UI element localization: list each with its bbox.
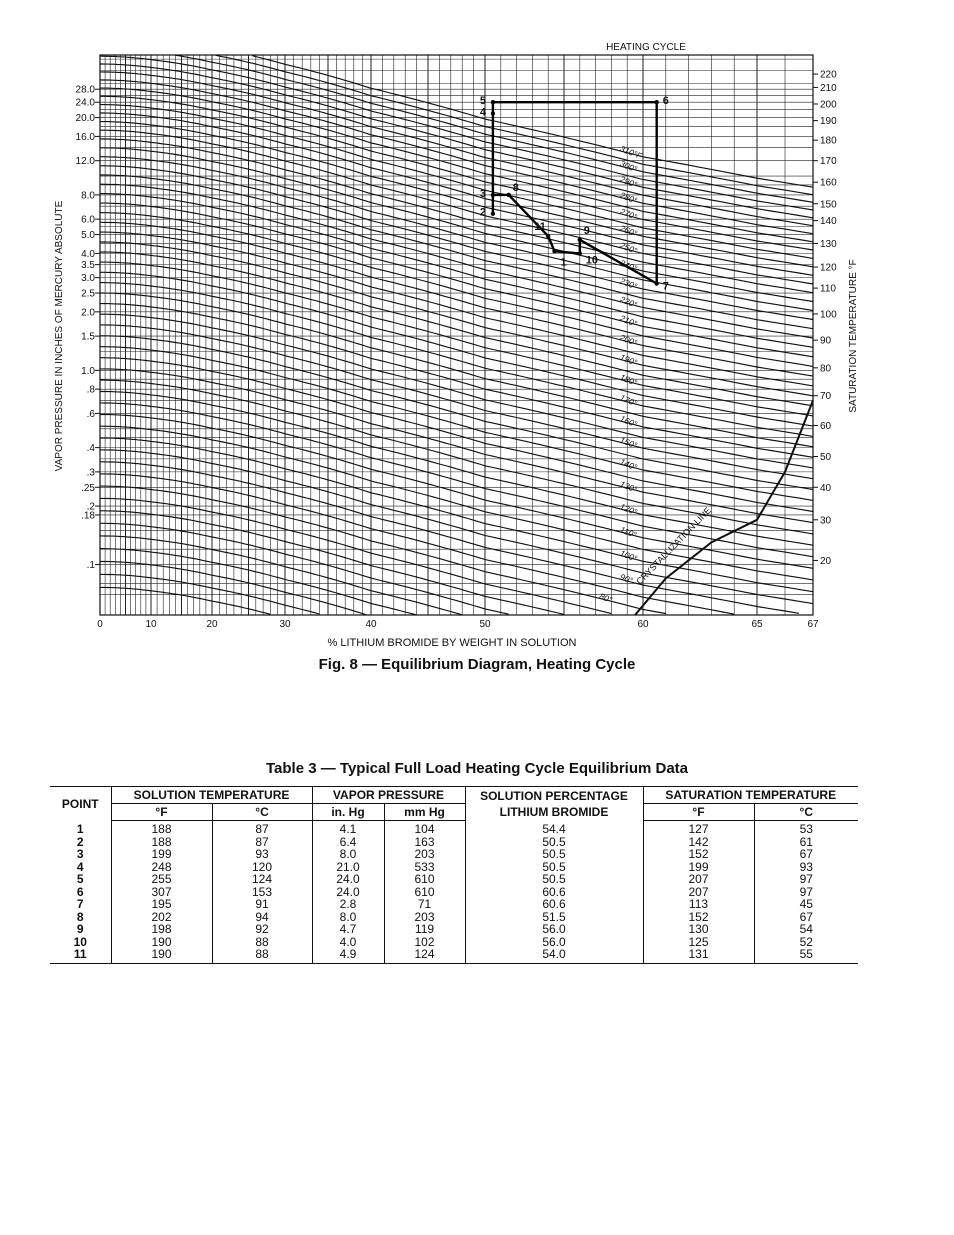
figure-caption: Fig. 8 — Equilibrium Diagram, Heating Cycle [318, 656, 636, 673]
cell-solution-percent: 50.5 [465, 873, 643, 886]
y2-tick-label: 60 [820, 421, 832, 432]
cell-sol-temp-f: 248 [111, 861, 212, 874]
isotherm-label: 100° [618, 547, 639, 564]
x-tick-label: 40 [365, 619, 377, 630]
header-pressure-mm-hg: mm Hg [384, 804, 465, 821]
cell-sol-temp-c: 120 [212, 861, 312, 874]
y2-tick-label: 130 [820, 238, 837, 250]
cycle-point-label: 5 [479, 95, 487, 108]
isotherm-label: 130° [618, 478, 639, 495]
isotherm-label: 240° [618, 257, 639, 274]
cycle-point-marker [491, 212, 495, 216]
cycle-point-label: 8 [512, 181, 519, 194]
cell-sol-temp-f: 202 [111, 911, 212, 924]
cell-pressure-mm-hg: 203 [384, 911, 465, 924]
cell-sol-temp-c: 87 [212, 821, 312, 836]
y-tick-label: .1 [86, 560, 95, 572]
y2-tick-label: 140 [820, 216, 837, 228]
cell-sat-temp-c: 97 [754, 886, 858, 899]
isotherm-curve [100, 392, 813, 546]
cycle-point-marker [491, 100, 495, 104]
cell-sat-temp-c: 67 [754, 911, 858, 924]
isotherm-curve [100, 56, 813, 210]
cell-pressure-in-hg: 24.0 [312, 873, 384, 886]
table-row [50, 923, 858, 936]
cell-sat-temp-c: 53 [754, 821, 858, 836]
isotherm-label: 270° [618, 206, 639, 222]
y-tick-label: 2.5 [81, 288, 95, 300]
cycle-point-marker [491, 111, 495, 115]
cell-pressure-mm-hg: 124 [384, 948, 465, 963]
cell-pressure-in-hg: 8.0 [312, 911, 384, 924]
y2-tick-label: 220 [820, 69, 837, 81]
cell-point: 1 [76, 821, 84, 836]
table-row [50, 848, 858, 861]
header-solution-percentage-line1: SOLUTION PERCENTAGE [480, 788, 628, 803]
isotherm-label: 110° [618, 524, 639, 540]
cycle-point-label: 4 [479, 106, 487, 119]
cell-sat-temp-c: 55 [754, 948, 858, 963]
cell-point: 5 [76, 872, 84, 886]
cell-sol-temp-c: 91 [212, 898, 312, 911]
cell-pressure-in-hg: 4.9 [312, 948, 384, 963]
y2-tick-label: 90 [820, 335, 832, 347]
cell-solution-percent: 51.5 [465, 911, 643, 924]
table-title: Table 3 — Typical Full Load Heating Cycle Equilibrium Data [265, 760, 689, 777]
isotherm-label: 280° [618, 189, 639, 206]
y-axis-label: VAPOR PRESSURE IN INCHES OF MERCURY ABSOLUTE [54, 200, 65, 472]
cell-sat-temp-f: 131 [643, 948, 754, 963]
cell-sol-temp-c: 88 [212, 948, 312, 963]
cell-sol-temp-c: 93 [212, 848, 312, 861]
cell-point: 7 [76, 897, 84, 911]
isotherm-label: 260° [618, 222, 639, 239]
plot-frame [100, 55, 813, 615]
cell-solution-percent: 50.5 [465, 836, 643, 849]
y-tick-label: 2.0 [81, 307, 95, 319]
cell-sat-temp-f: 125 [643, 936, 754, 949]
cell-sol-temp-f: 199 [111, 848, 212, 861]
cell-pressure-mm-hg: 102 [384, 936, 465, 949]
cell-point: 4 [76, 859, 84, 874]
x-tick-label: 20 [206, 619, 218, 630]
cell-pressure-in-hg: 21.0 [312, 861, 384, 874]
cell-solution-percent: 54.4 [465, 821, 643, 836]
y-tick-label: 5.0 [81, 230, 95, 241]
cell-point: 8 [76, 909, 84, 924]
cell-pressure-mm-hg: 203 [384, 848, 465, 861]
cell-pressure-mm-hg: 610 [384, 886, 465, 899]
isotherm-label: 250° [618, 239, 639, 256]
y2-tick-label: 20 [820, 555, 832, 567]
y-tick-label: .4 [86, 443, 95, 455]
table-body [50, 821, 858, 964]
cell-sol-temp-c: 88 [212, 936, 312, 949]
cell-sol-temp-c: 92 [212, 923, 312, 936]
cell-solution-percent: 56.0 [465, 923, 643, 936]
y-tick-label: .18 [81, 510, 95, 522]
isotherm-curves [100, 55, 813, 615]
table-row [50, 948, 858, 963]
y-tick-label: 16.0 [75, 131, 95, 143]
table-row [50, 873, 858, 886]
y-tick-label: 20.0 [75, 113, 95, 125]
x-axis-label: % LITHIUM BROMIDE BY WEIGHT IN SOLUTION [327, 637, 577, 649]
cell-sol-temp-c: 87 [212, 836, 312, 849]
cell-point: 10 [73, 934, 87, 949]
y-tick-label: 1.5 [81, 331, 95, 343]
header-point: POINT [50, 787, 111, 821]
cell-sat-temp-f: 207 [643, 873, 754, 886]
cell-pressure-in-hg: 4.7 [312, 923, 384, 936]
cell-sat-temp-c: 67 [754, 848, 858, 861]
isotherm-curve [100, 72, 813, 226]
isotherm-label: 180° [618, 371, 639, 388]
header-saturation-temperature: SATURATION TEMPERATURE [643, 787, 858, 804]
y-tick-label: 4.0 [81, 248, 95, 260]
cell-sat-temp-c: 93 [754, 861, 858, 874]
cell-pressure-mm-hg: 163 [384, 836, 465, 849]
y-tick-label: .3 [86, 467, 95, 479]
header-sol-temp-c: °C [212, 804, 312, 821]
cycle-point-marker [655, 281, 659, 285]
cell-sat-temp-f: 130 [643, 923, 754, 936]
cell-sol-temp-f: 195 [111, 898, 212, 911]
isotherm-label: 290° [618, 173, 639, 190]
cycle-point-label: 1 [560, 256, 567, 269]
y2-axis-label: SATURATION TEMPERATURE °F [848, 259, 859, 413]
y-tick-label: 3.0 [81, 273, 95, 285]
x-tick-label: 65 [751, 619, 763, 630]
isotherm-label: 230° [618, 275, 639, 292]
isotherm-label: 140° [618, 456, 639, 473]
isotherm-curve [100, 462, 799, 614]
table-row [50, 821, 858, 836]
cycle-point-marker [507, 193, 511, 197]
cell-solution-percent: 50.5 [465, 848, 643, 861]
cell-pressure-in-hg: 4.0 [312, 936, 384, 949]
cell-sat-temp-f: 152 [643, 911, 754, 924]
cell-pressure-mm-hg: 71 [384, 898, 465, 911]
cell-sol-temp-c: 94 [212, 911, 312, 924]
isotherm-label: 200° [618, 332, 639, 348]
y2-tick-label: 80 [820, 363, 832, 375]
y-tick-label: .6 [86, 408, 95, 420]
isotherm-curve [100, 80, 813, 234]
isotherm-curve [100, 403, 813, 557]
cell-sol-temp-f: 188 [111, 821, 212, 836]
y2-tick-label: 30 [820, 515, 832, 527]
y-tick-label: 8.0 [81, 190, 95, 202]
y-tick-label: .25 [81, 482, 95, 494]
cell-point: 3 [76, 847, 84, 861]
cell-sol-temp-c: 153 [212, 886, 312, 899]
cell-pressure-in-hg: 4.1 [312, 821, 384, 836]
cell-pressure-in-hg: 8.0 [312, 848, 384, 861]
cell-sol-temp-f: 255 [111, 873, 212, 886]
cell-sat-temp-c: 54 [754, 923, 858, 936]
isotherm-label: 300° [618, 158, 639, 175]
y-tick-label: 6.0 [81, 214, 95, 226]
y-tick-label: 24.0 [75, 97, 95, 109]
cell-sat-temp-f: 199 [643, 861, 754, 874]
table-row [50, 898, 858, 911]
cell-solution-percent: 50.5 [465, 861, 643, 874]
cell-pressure-in-hg: 2.8 [312, 898, 384, 911]
cell-point: 11 [50, 948, 111, 963]
isotherm-curve [100, 222, 813, 376]
equilibrium-data-table [50, 786, 858, 964]
x-tick-label: 60 [637, 619, 649, 630]
header-sat-temp-c: °C [754, 804, 858, 821]
y-tick-label: 1.0 [81, 365, 95, 377]
cell-sol-temp-f: 190 [111, 936, 212, 949]
y2-tick-label: 160 [820, 177, 837, 189]
isotherm-curve [100, 96, 813, 250]
isotherm-label: 120° [618, 501, 639, 518]
y-tick-label: 12.0 [75, 156, 95, 168]
cell-point: 2 [76, 834, 84, 849]
chart-grid [100, 55, 813, 615]
cell-sol-temp-f: 188 [111, 836, 212, 849]
chart-title: HEATING CYCLE [606, 42, 686, 53]
cycle-point-label: 11 [534, 221, 546, 234]
y2-tick-label: 120 [820, 262, 837, 274]
header-solution-percentage [465, 787, 643, 821]
isotherm-label: 310°F [618, 143, 644, 162]
isotherm-curve [100, 157, 813, 311]
header-sat-temp-f: °F [643, 804, 754, 821]
isotherm-label: 170° [618, 392, 639, 409]
cell-solution-percent: 56.0 [465, 936, 643, 949]
cell-pressure-in-hg: 24.0 [312, 886, 384, 899]
isotherm-curve [100, 113, 813, 267]
cell-pressure-in-hg: 6.4 [312, 836, 384, 849]
cell-solution-percent: 60.6 [465, 886, 643, 899]
cell-sat-temp-f: 152 [643, 848, 754, 861]
x-tick-label: 50 [479, 619, 491, 630]
cycle-point-label: 6 [662, 95, 669, 108]
cell-pressure-mm-hg: 533 [384, 861, 465, 874]
cell-sat-temp-c: 97 [754, 873, 858, 886]
cycle-point-label: 9 [583, 224, 590, 237]
cell-sat-temp-f: 127 [643, 821, 754, 836]
y2-tick-label: 190 [820, 116, 837, 128]
cell-sol-temp-f: 190 [111, 948, 212, 963]
y2-tick-label: 110 [820, 283, 836, 295]
y-tick-label: .2 [86, 501, 95, 513]
cycle-point-label: 10 [585, 254, 599, 267]
isotherm-curve [100, 213, 813, 367]
cell-sat-temp-f: 207 [643, 886, 754, 899]
cell-sat-temp-c: 61 [754, 836, 858, 849]
cell-point: 9 [76, 922, 84, 936]
y2-tick-label: 50 [820, 452, 832, 463]
cycle-point-marker [491, 193, 495, 197]
y-tick-label: 3.5 [81, 260, 95, 272]
cycle-point-marker [552, 249, 556, 253]
cycle-point-marker [578, 238, 582, 242]
isotherm-label: 220° [618, 293, 639, 310]
cell-sol-temp-f: 307 [111, 886, 212, 899]
y2-tick-label: 210 [820, 82, 837, 94]
y2-tick-label: 150 [820, 199, 837, 211]
cell-solution-percent: 60.6 [465, 898, 643, 911]
cycle-point-label: 7 [662, 280, 669, 293]
isotherm-label: 210° [618, 312, 639, 329]
isotherm-curve [100, 166, 813, 320]
cell-sol-temp-c: 124 [212, 873, 312, 886]
x-tick-label: 0 [97, 619, 103, 630]
y2-tick-label: 100 [820, 309, 837, 321]
y-tick-label: 28.0 [75, 84, 95, 96]
y2-tick-label: 180 [820, 135, 837, 147]
y2-tick-label: 170 [820, 156, 837, 168]
cell-pressure-mm-hg: 610 [384, 873, 465, 886]
isotherm-curve [100, 549, 417, 615]
header-pressure-in-hg: in. Hg [312, 804, 384, 821]
y2-tick-label: 40 [820, 482, 832, 494]
y-tick-label: .8 [86, 384, 95, 396]
y2-tick-label: 70 [820, 391, 832, 403]
isotherm-label: 80° [598, 590, 614, 605]
header-solution-temperature: SOLUTION TEMPERATURE [111, 787, 312, 804]
x-tick-label: 30 [279, 619, 291, 630]
cell-sat-temp-f: 113 [643, 898, 754, 911]
cycle-point-marker [578, 251, 582, 255]
isotherm-label: 90° [618, 571, 635, 586]
cycle-point-label: 2 [479, 206, 487, 219]
isotherm-label: 150° [618, 434, 639, 451]
crystallization-label: CRYSTALLIZATION LINE [634, 505, 714, 587]
header-sol-temp-f: °F [111, 804, 212, 821]
isotherm-label: 190° [618, 351, 639, 368]
isotherm-curve [100, 148, 813, 302]
cell-sol-temp-f: 198 [111, 923, 212, 936]
isotherm-curve [100, 203, 813, 357]
isotherm-curve [100, 562, 367, 615]
y2-tick-label: 200 [820, 99, 837, 111]
cycle-point-marker [546, 234, 550, 238]
cell-pressure-mm-hg: 104 [384, 821, 465, 836]
cell-pressure-mm-hg: 119 [384, 923, 465, 936]
cell-point: 6 [76, 884, 84, 899]
cycle-point-label: 3 [479, 187, 487, 200]
cycle-point-marker [655, 100, 659, 104]
header-vapor-pressure: VAPOR PRESSURE [312, 787, 465, 804]
x-tick-label: 10 [145, 619, 157, 630]
cell-sat-temp-c: 52 [754, 936, 858, 949]
isotherm-label: 160° [618, 413, 639, 430]
x-tick-label: 67 [807, 619, 819, 630]
cell-solution-percent: 54.0 [465, 948, 643, 963]
isotherm-curve [100, 474, 734, 614]
cell-sat-temp-c: 45 [754, 898, 858, 911]
header-solution-percentage-line2: LITHIUM BROMIDE [499, 804, 609, 819]
cell-sat-temp-f: 142 [643, 836, 754, 849]
